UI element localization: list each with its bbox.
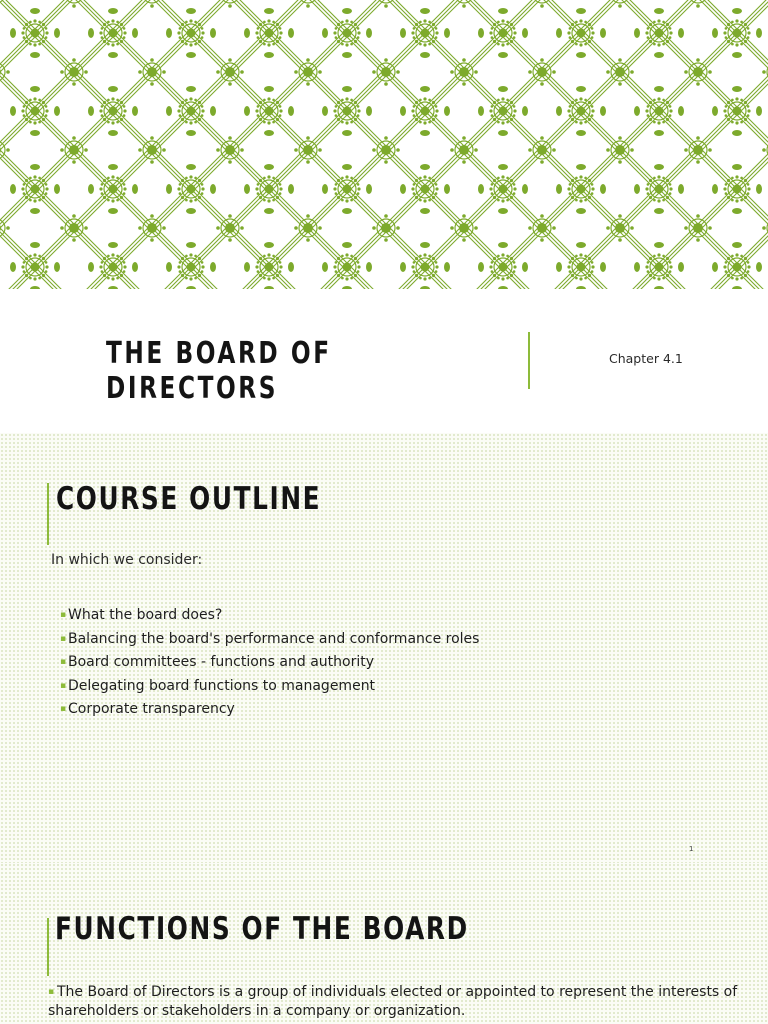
slide-heading: FUNCTIONS OF THE BOARD <box>55 911 469 947</box>
bullet-icon: ▪ <box>60 610 67 620</box>
bullet-text: Board committees - functions and authority <box>68 654 374 671</box>
bullet-list <box>60 604 479 722</box>
decorative-pattern-banner <box>0 0 768 289</box>
bullet-item <box>60 628 479 652</box>
heading-accent-bar <box>47 483 49 545</box>
bullet-icon: ▪ <box>60 704 67 715</box>
body-text: The Board of Directors is a group of individuals elected or appointed to represent the interests of shareholders or stakeholders in a company or organization. <box>48 984 738 1019</box>
intro-text: In which we consider: <box>51 552 203 568</box>
title-divider <box>528 332 530 389</box>
bullet-text: Corporate transparency <box>68 701 235 718</box>
slide-subtitle: Chapter 4.1 <box>609 351 683 366</box>
heading-accent-bar <box>47 918 49 976</box>
slide-title: THE BOARD OF DIRECTORS <box>106 336 332 406</box>
page-number: 1 <box>689 845 694 853</box>
functions-slide <box>0 863 768 1024</box>
bullet-icon: ▪ <box>48 987 55 997</box>
bullet-text: Delegating board functions to management <box>68 677 376 694</box>
bullet-icon: ▪ <box>60 680 67 691</box>
bullet-icon: ▪ <box>60 633 67 644</box>
bullet-item <box>60 698 479 722</box>
bullet-text: What the board does? <box>68 607 223 623</box>
geometric-pattern-image <box>0 0 768 289</box>
course-outline-slide <box>0 433 768 863</box>
bullet-text: Balancing the board's performance and conformance roles <box>68 630 480 647</box>
bullet-item <box>60 675 479 699</box>
slide-heading: COURSE OUTLINE <box>56 481 322 517</box>
bullet-item <box>60 604 479 628</box>
bullet-item <box>60 651 479 675</box>
body-paragraph <box>48 983 748 1021</box>
title-slide <box>0 0 768 433</box>
bullet-icon: ▪ <box>60 657 67 668</box>
